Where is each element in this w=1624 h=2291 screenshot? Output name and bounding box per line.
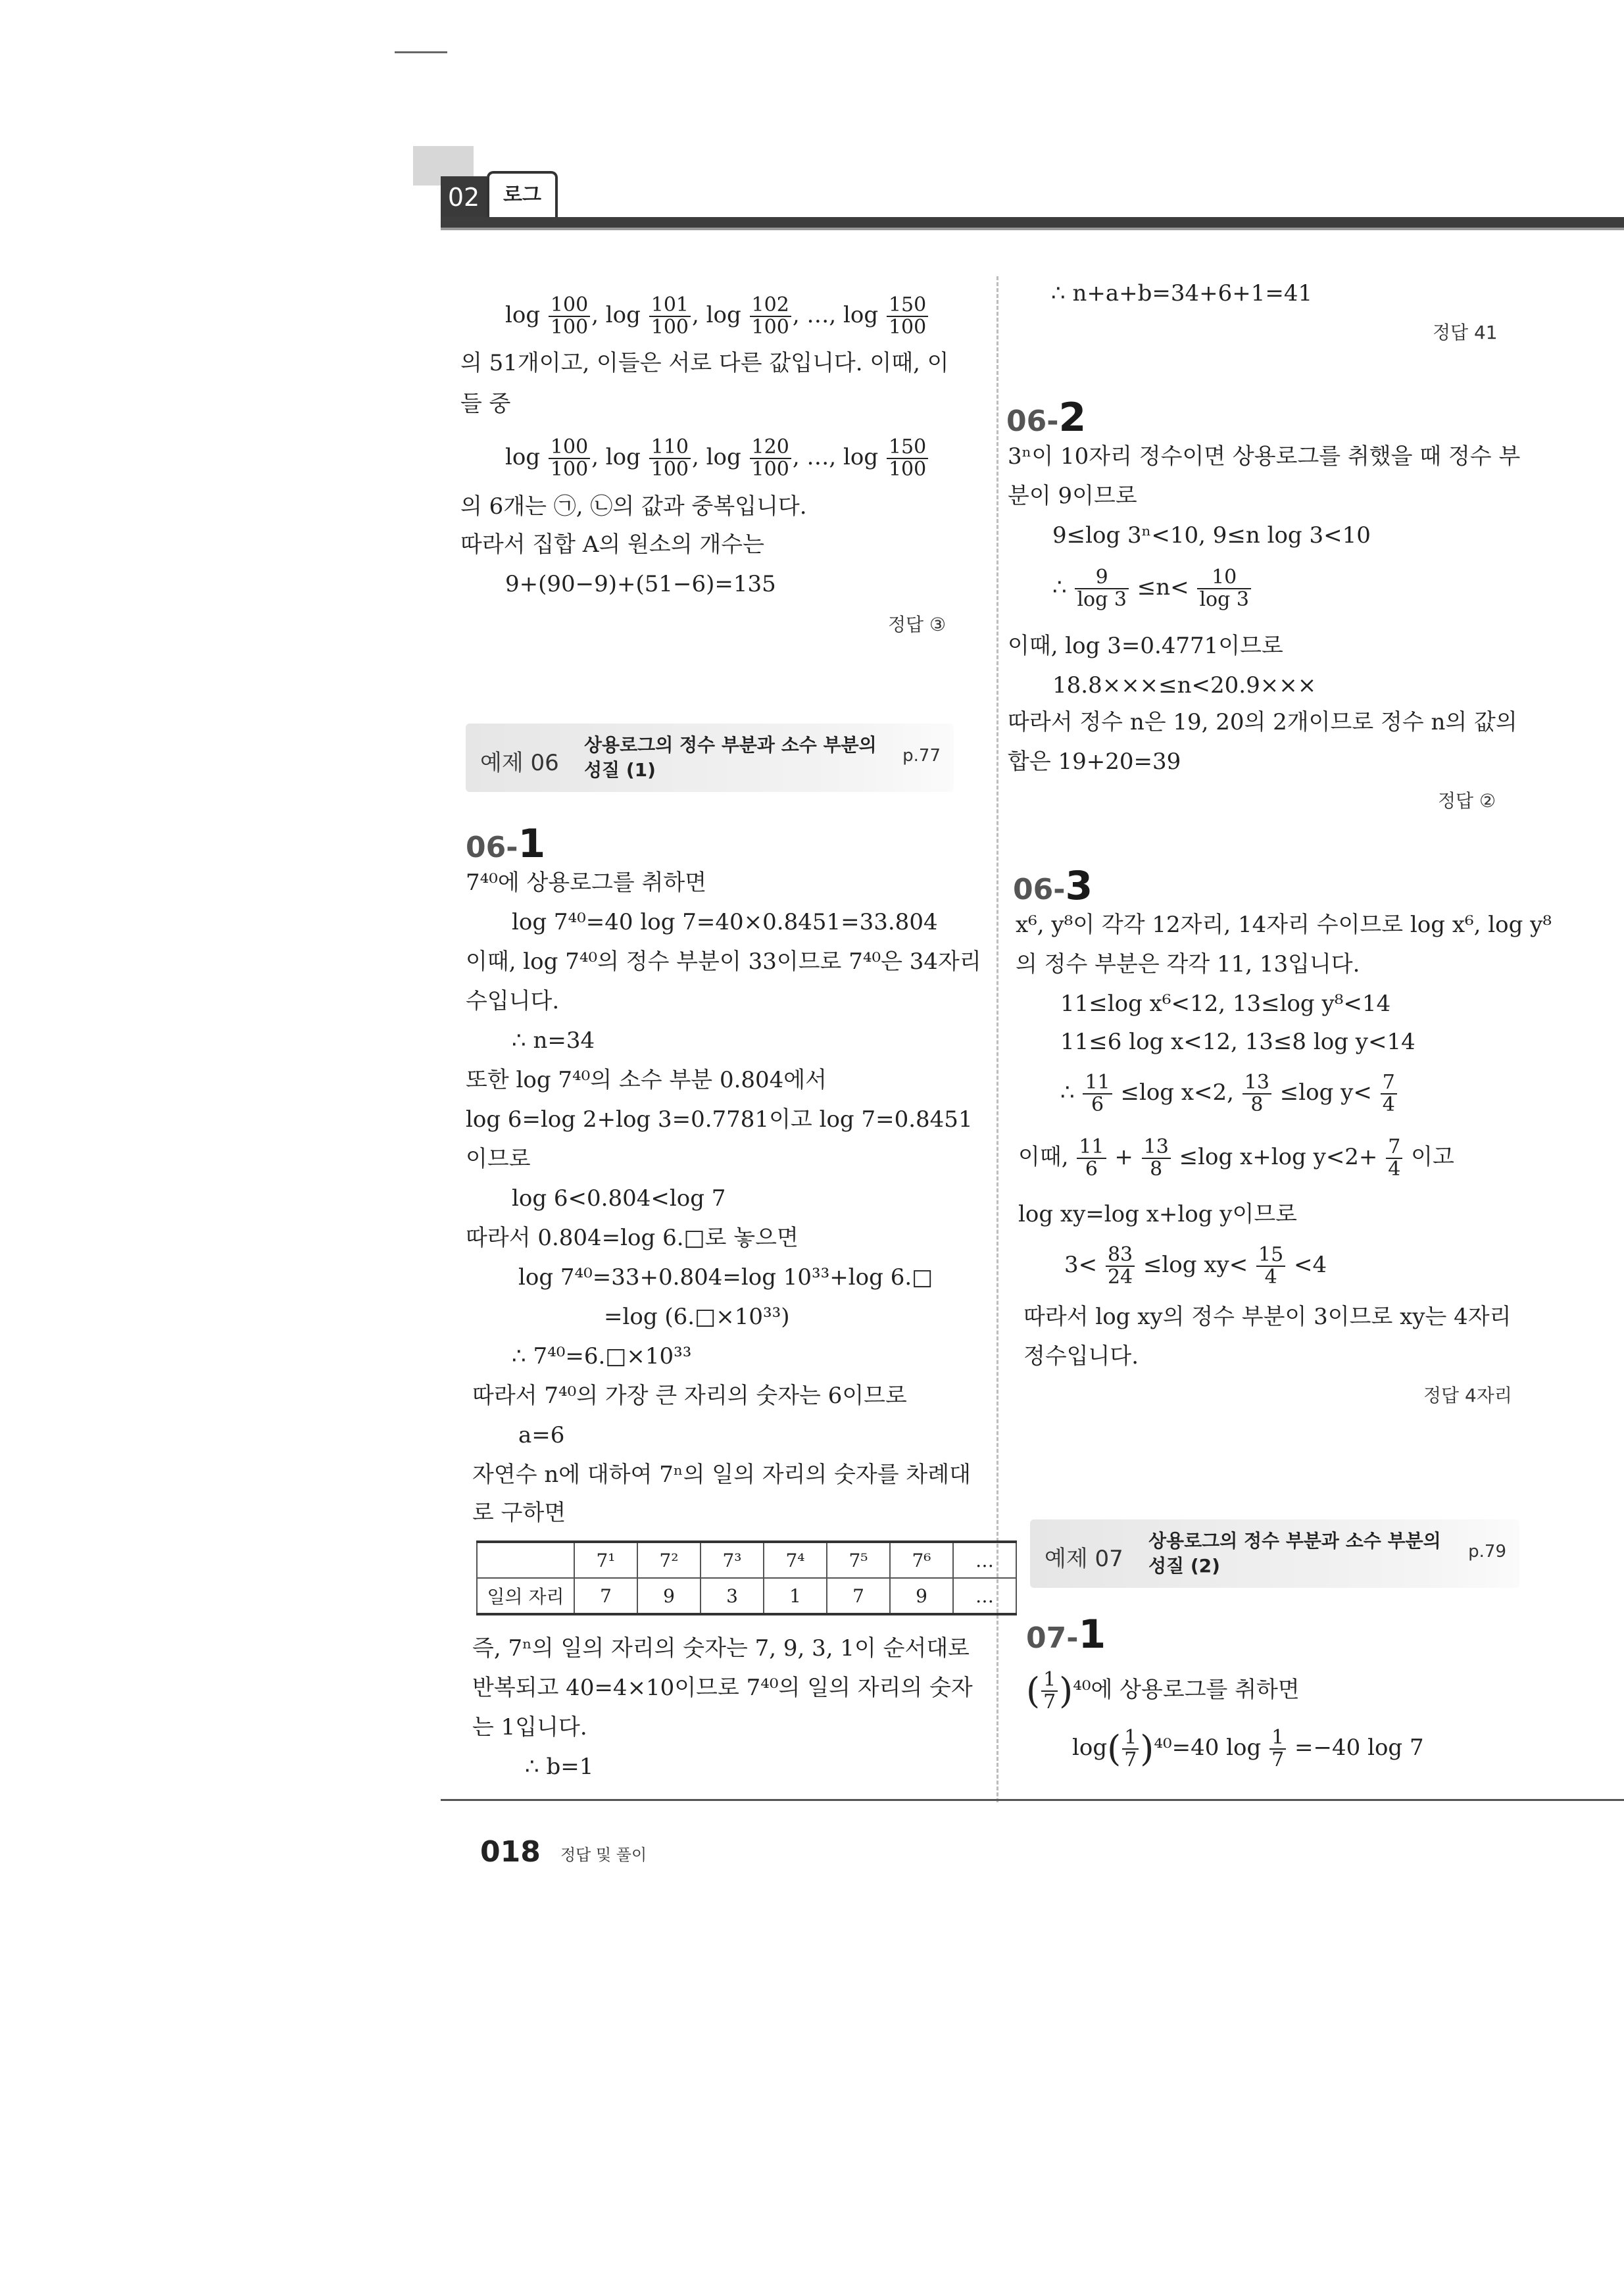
header-rule — [441, 217, 1624, 228]
text-line: 즉, 7ⁿ의 일의 자리의 숫자는 7, 9, 3, 1이 순서대로 — [472, 1635, 970, 1662]
text-line: x⁶, y⁸이 각각 12자리, 14자리 수이므로 log x⁶, log y⁸ — [1016, 912, 1552, 938]
text-line: 자연수 n에 대하여 7ⁿ의 일의 자리의 숫자를 차례대 — [472, 1462, 971, 1488]
table-cell: 9 — [637, 1578, 701, 1614]
footer-rule — [441, 1799, 1624, 1801]
example-title: 상용로그의 정수 부분과 소수 부분의 성질 (1) — [584, 734, 877, 781]
table-header-row — [477, 1542, 1016, 1578]
problem-06-3: 06-3 — [1013, 863, 1093, 909]
table-row — [477, 1578, 1016, 1614]
text-line: ∴ n=34 — [512, 1027, 595, 1054]
ones-digit-table — [476, 1540, 1017, 1615]
text-line: 11≤6 log x<12, 13≤8 log y<14 — [1060, 1029, 1415, 1055]
text-line: a=6 — [518, 1422, 565, 1448]
text-line: 18.8×××≤n<20.9××× — [1052, 672, 1317, 699]
text-line: ∴ b=1 — [525, 1754, 594, 1780]
example-page: p.79 — [1468, 1542, 1506, 1562]
text-line: 정수입니다. — [1023, 1343, 1139, 1369]
frac-row: ∴ $\frac{11}{6}$ ≤log x<2, $\frac{13}{8}$ ≤log y< $\frac{7}{4}$ — [1060, 1072, 1398, 1116]
text-line: log 7⁴⁰=33+0.804=log 10³³+log 6.□ — [518, 1264, 933, 1291]
problem-07-1: 07-1 — [1026, 1612, 1106, 1658]
frac-row-2: log $\frac{100}{100}$ , log $\frac{110}{100}$ , log $\frac{120}{100}$ , …, log $\frac{150}{100}$ — [505, 437, 929, 480]
frac-row-1: log $\frac{100}{100}$ , log $\frac{101}{100}$ , log $\frac{102}{100}$ , …, log $\frac{150}{100}$ — [505, 295, 929, 338]
table-cell: 7³ — [701, 1542, 764, 1578]
text-line: 따라서 0.804=log 6.□로 놓으면 — [466, 1225, 799, 1251]
frac-row: 이때, $\frac{11}{6}$ + $\frac{13}{8}$ ≤log x+log y<2+ $\frac{7}{4}$ 이고 — [1018, 1135, 1454, 1181]
text-line: 이때, log 7⁴⁰의 정수 부분이 33이므로 7⁴⁰은 34자리 — [466, 948, 981, 975]
example-07-box — [1030, 1519, 1519, 1588]
text-line: 의 6개는 ㉠, ㉡의 값과 중복입니다. — [460, 493, 807, 520]
frac-row: ∴ $\frac{9}{\log 3}$ ≤n< $\frac{10}{\log 3}$ — [1052, 567, 1252, 610]
table-cell: 7¹ — [574, 1542, 637, 1578]
text-line: 들 중 — [460, 391, 511, 417]
text-line: 따라서 log xy의 정수 부분이 3이므로 xy는 4자리 — [1023, 1304, 1512, 1330]
example-label: 예제 07 — [1045, 1546, 1123, 1572]
table-cell: 7⁶ — [890, 1542, 953, 1578]
text-line: log 6<0.804<log 7 — [512, 1185, 726, 1212]
scan-mark — [395, 51, 447, 53]
table-cell: 7⁴ — [764, 1542, 827, 1578]
text-line: 따라서 집합 A의 원소의 개수는 — [460, 531, 764, 558]
frac-row: log( $\frac{1}{7}$ )⁴⁰=40 log $\frac{1}{7}$ =−40 log 7 — [1072, 1726, 1424, 1771]
frac-row: ( $\frac{1}{7}$ )⁴⁰에 상용로그를 취하면 — [1026, 1668, 1300, 1713]
table-cell: 1 — [764, 1578, 827, 1614]
table-cell: … — [953, 1578, 1016, 1614]
text-line: 합은 19+20=39 — [1008, 749, 1181, 775]
text-line: 3ⁿ이 10자리 정수이면 상용로그를 취했을 때 정수 부 — [1008, 443, 1521, 470]
text-line: log 7⁴⁰=40 log 7=40×0.8451=33.804 — [512, 909, 938, 935]
text-line: 9≤log 3ⁿ<10, 9≤n log 3<10 — [1052, 522, 1371, 549]
text-line: 분이 9이므로 — [1008, 483, 1137, 509]
text-line: 또한 log 7⁴⁰의 소수 부분 0.804에서 — [466, 1067, 827, 1093]
chapter-title: 로그 — [487, 171, 558, 218]
text-line: 따라서 7⁴⁰의 가장 큰 자리의 숫자는 6이므로 — [472, 1383, 907, 1409]
text-line: 이때, log 3=0.4771이므로 — [1008, 633, 1283, 659]
answer-label: 정답 4자리 — [1423, 1385, 1512, 1406]
chapter-number: 02 — [441, 176, 487, 218]
footer-label: 정답 및 풀이 — [560, 1846, 647, 1864]
text-line: 는 1입니다. — [472, 1714, 587, 1740]
table-cell: 일의 자리 — [477, 1578, 574, 1614]
table-cell: 3 — [701, 1578, 764, 1614]
text-line: ∴ 7⁴⁰=6.□×10³³ — [512, 1343, 692, 1369]
text-line: 수입니다. — [466, 988, 560, 1014]
text-line: 반복되고 40=4×10이므로 7⁴⁰의 일의 자리의 숫자 — [472, 1675, 973, 1701]
example-title: 상용로그의 정수 부분과 소수 부분의 성질 (2) — [1148, 1530, 1441, 1577]
example-06-box — [466, 724, 954, 792]
table-cell: … — [953, 1542, 1016, 1578]
problem-06-1: 06-1 — [466, 821, 546, 867]
frac-row: 3< $\frac{83}{24}$ ≤log xy< $\frac{15}{4}$ <4 — [1064, 1243, 1327, 1289]
table-cell: 7² — [637, 1542, 701, 1578]
text-line: ∴ n+a+b=34+6+1=41 — [1051, 280, 1313, 307]
text-line: 의 정수 부분은 각각 11, 13입니다. — [1016, 951, 1360, 977]
answer-label: 정답 41 — [1433, 322, 1498, 343]
answer-label: 정답 ② — [1438, 790, 1496, 812]
example-label: 예제 06 — [480, 750, 559, 776]
text-line: log 6=log 2+log 3=0.7781이고 log 7=0.8451 — [466, 1106, 973, 1133]
table-cell — [477, 1542, 574, 1578]
text-line: 로 구하면 — [472, 1500, 566, 1526]
example-page: p.77 — [902, 746, 941, 766]
text-line: 이므로 — [466, 1146, 531, 1172]
page-number: 018 — [480, 1835, 541, 1869]
table-cell: 7 — [827, 1578, 890, 1614]
text-line: 7⁴⁰에 상용로그를 취하면 — [466, 870, 707, 896]
problem-06-2: 06-2 — [1006, 395, 1087, 441]
table-cell: 7 — [574, 1578, 637, 1614]
text-line: 따라서 정수 n은 19, 20의 2개이므로 정수 n의 값의 — [1008, 709, 1517, 735]
text-line: 9+(90−9)+(51−6)=135 — [505, 571, 776, 597]
text-line: 11≤log x⁶<12, 13≤log y⁸<14 — [1060, 991, 1391, 1017]
text-line: 의 51개이고, 이들은 서로 다른 값입니다. 이때, 이 — [460, 350, 949, 376]
header-rule-thin — [441, 228, 1624, 230]
text-line: =log (6.□×10³³) — [604, 1304, 790, 1330]
text-line: log xy=log x+log y이므로 — [1018, 1201, 1298, 1227]
table-cell: 7⁵ — [827, 1542, 890, 1578]
answer-label: 정답 ③ — [888, 614, 947, 635]
table-cell: 9 — [890, 1578, 953, 1614]
